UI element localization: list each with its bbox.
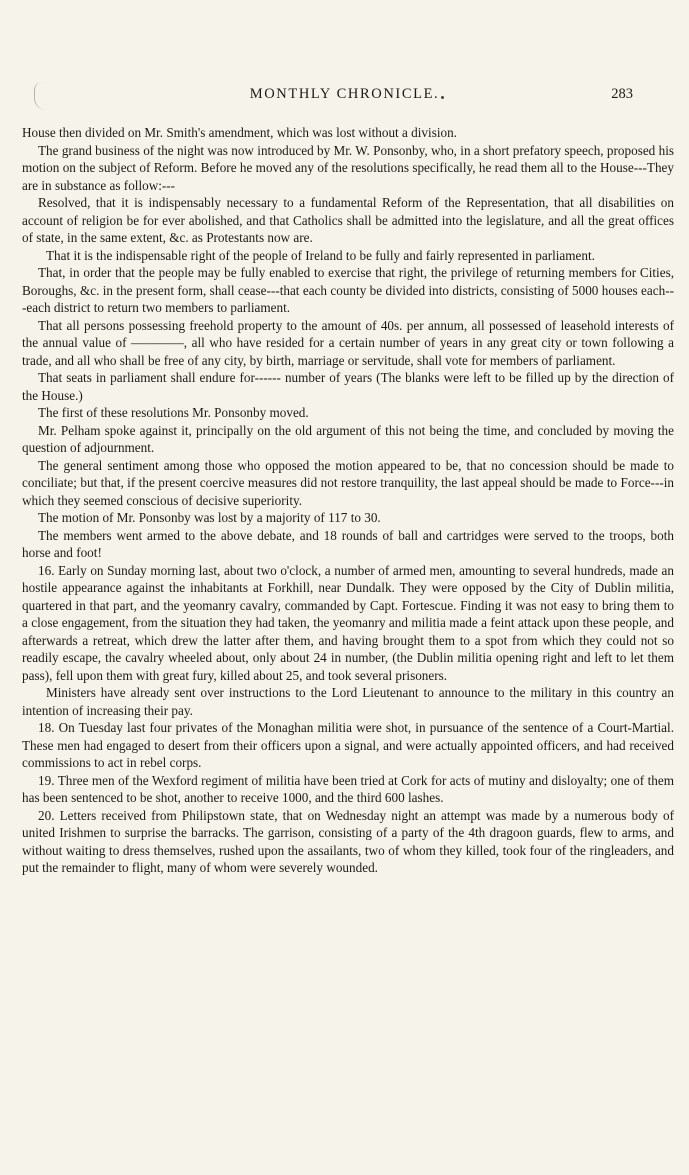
paragraph: House then divided on Mr. Smith's amendment, which was lost without a division. — [22, 125, 457, 140]
header-dot — [441, 96, 444, 99]
paragraph: That seats in parliament shall endure for------ number of years (The blanks were left to be filled up by the direction of the House.) — [22, 370, 674, 403]
paragraph: That, in order that the people may be fully enabled to exercise that right, the privilege of returning members for Cities, Boroughs, &c. in the present form, shall cease---that each county be divided into districts, consisting of 5000 houses each---each district to return two members to parliament. — [22, 265, 674, 315]
paragraph: The grand business of the night was now introduced by Mr. W. Ponsonby, who, in a short prefatory speech, proposed his motion on the subject of Reform. Before he moved any of the resolutions specifically, he read them all to the House---They are in substance as follow:--- — [22, 142, 674, 193]
paragraph: That it is the indispensable right of the people of Ireland to be fully and fairly represented in parliament. — [46, 247, 595, 263]
paragraph: Mr. Pelham spoke against it, principally on the old argument of this not being the time, and concluded by moving the question of adjournment. — [22, 422, 674, 455]
paragraph: That all persons possessing freehold property to the amount of 40s. per annum, all possessed of leasehold interests of the annual value of ————, all who have resided for a certain number of years in any great city or town following a trade, and all who shall be free of any city, by birth, marriage or servitude, shall vote for members of parliament. — [22, 317, 674, 368]
paragraph: The members went armed to the above debate, and 18 rounds of ball and cartridges were served to the troops, both horse and foot! — [22, 527, 674, 560]
paragraph: Ministers have already sent over instructions to the Lord Lieutenant to announce to the military in this country an intention of increasing their pay. — [22, 685, 674, 718]
running-head: MONTHLY CHRONICLE. — [249, 86, 440, 102]
page-number: 283 — [611, 86, 633, 102]
paragraph: 16. Early on Sunday morning last, about two o'clock, a number of armed men, amounting to several hundreds, made an hostile appearance against the inhabitants at Forkhill, near Dundalk. They were opposed by the City of Dublin militia, quartered in that part, and the yeomanry cavalry, commanded by Capt. Fortescue. Finding it was not easy to bring them to a close engagement, from the situation they had taken, the yeomanry and militia made a feint attack upon these people, and afterwards a retreat, which drew the latter after them, and having brought them to a spot from which they could not so readily escape, the cavalry wheeled about, only about 24 in number, (the Dublin militia opening right and left to let them pass), fell upon them with great fury, killed about 25, and took several prisoners. — [22, 562, 674, 683]
article-body — [22, 124, 674, 877]
paragraph: The general sentiment among those who opposed the motion appeared to be, that no concession should be made to conciliate; but that, if the present coercive measures did not restore tranquility, the last appeal should be made to Force---in which they seemed conscious of decisive superiority. — [22, 457, 674, 508]
paragraph: The first of these resolutions Mr. Ponsonby moved. — [38, 405, 309, 420]
page-header — [0, 86, 689, 108]
paragraph: The motion of Mr. Ponsonby was lost by a majority of 117 to 30. — [38, 510, 381, 525]
paragraph: 20. Letters received from Philipstown state, that on Wednesday night an attempt was made by a numerous body of united Irishmen to surprise the barracks. The garrison, consisting of a party of the 4th dragoon guards, flew to arms, and without waiting to dress themselves, rushed upon the assailants, two of whom they killed, took four of the ringleaders, and put the remainder to flight, many of whom were severely wounded. — [22, 807, 674, 875]
paragraph: Resolved, that it is indispensably necessary to a fundamental Reform of the Representation, that all disabilities on account of religion be for ever abolished, and that Catholics shall be admitted into the legislature, and all the great offices of state, in the same extent, &c. as Protestants now are. — [22, 195, 674, 245]
paragraph: 19. Three men of the Wexford regiment of militia have been tried at Cork for acts of mutiny and disloyalty; one of them has been sentenced to be shot, another to receive 1000, and the third 600 lashes. — [22, 772, 674, 805]
paragraph: 18. On Tuesday last four privates of the Monaghan militia were shot, in pursuance of the sentence of a Court-Martial. These men had engaged to desert from their officers upon a signal, and were actually appointed officers, and had received commissions to act in rebel corps. — [22, 720, 674, 770]
